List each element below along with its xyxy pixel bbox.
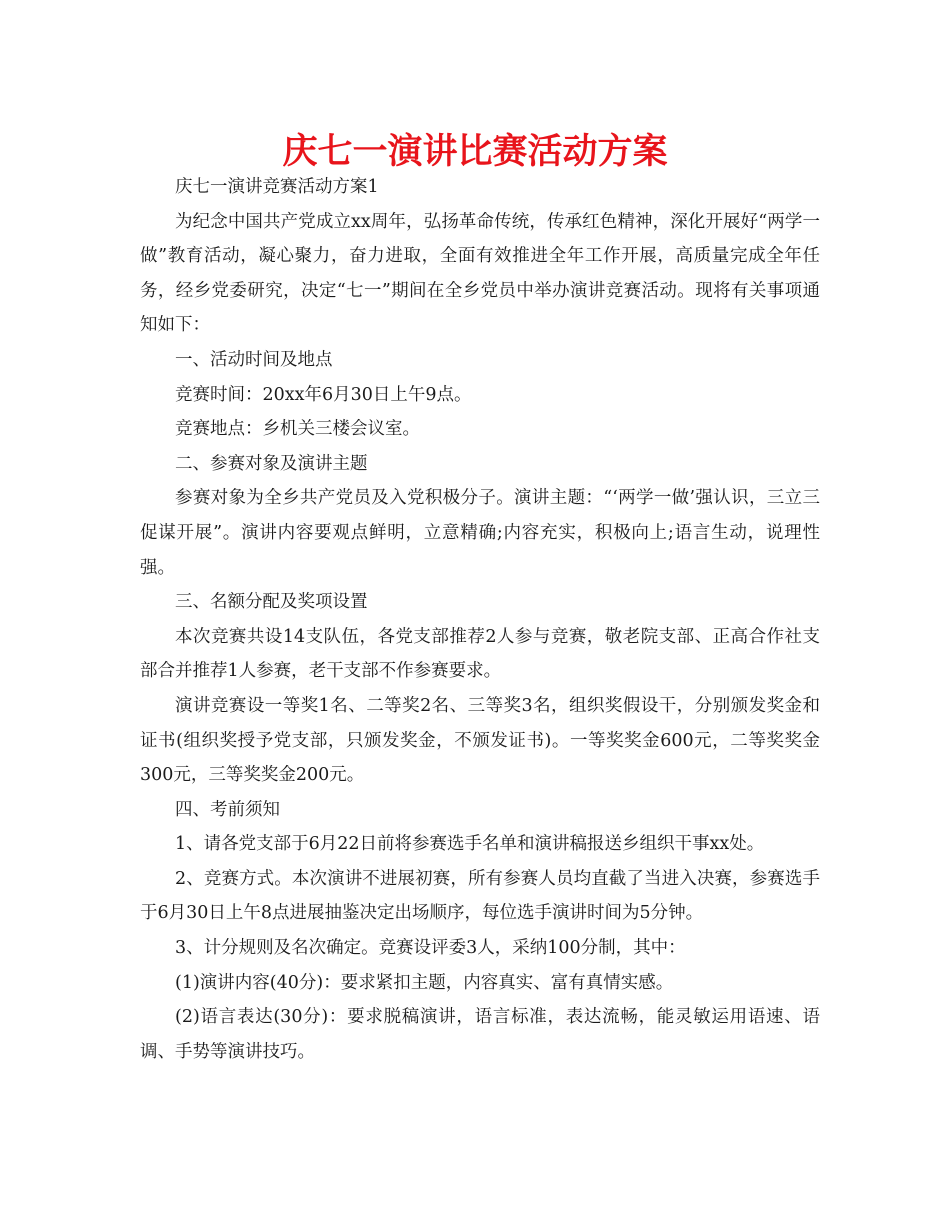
scoring-item-2: (2)语言表达(30分)：要求脱稿演讲，语言标准，表达流畅，能灵敏运用语速、语调、手势等演讲技巧。	[140, 1007, 820, 1062]
document-title: 庆七一演讲比赛活动方案	[282, 132, 668, 172]
subtitle-paragraph: 庆七一演讲竞赛活动方案1	[175, 177, 379, 197]
scoring-item-1: (1)演讲内容(40分)：要求紧扣主题，内容真实、富有真情实感。	[175, 972, 674, 993]
participants-theme-paragraph: 参赛对象为全乡共产党员及入党积极分子。演讲主题：“‘两学一做’强认识，三立三促谋开展”。演讲内容要观点鲜明，立意精确;内容充实，积极向上;语言生动，说理性强。	[140, 488, 820, 578]
note-item-2: 2、竞赛方式。本次演讲不进展初赛，所有参赛人员均直截了当进入决赛，参赛选手于6月30日上午8点进展抽鉴决定出场顺序，每位选手演讲时间为5分钟。	[140, 868, 820, 924]
section-heading-notes: 四、考前须知	[175, 799, 280, 820]
note-item-1: 1、请各党支部于6月22日前将参赛选手名单和演讲稿报送乡组织干事xx处。	[175, 834, 765, 855]
quota-paragraph: 本次竞赛共设14支队伍，各党支部推荐2人参与竞赛，敬老院支部、正高合作社支部合并推荐1人参赛，老干支部不作参赛要求。	[140, 626, 820, 682]
section-heading-participants-theme: 二、参赛对象及演讲主题	[175, 453, 368, 474]
section-heading-quota-awards: 三、名额分配及奖项设置	[175, 592, 368, 613]
competition-time: 竞赛时间：20xx年6月30日上午9点。	[175, 384, 472, 405]
document-body	[140, 170, 820, 1069]
intro-paragraph: 为纪念中国共产党成立xx周年，弘扬革命传统，传承红色精神，深化开展好“两学一做”教育活动，凝心聚力，奋力进取，全面有效推进全年工作开展，高质量完成全年任务，经乡党委研究，决定“七一”期间在全乡党员中举办演讲竞赛活动。现将有关事项通知如下：	[140, 211, 820, 336]
competition-location: 竞赛地点：乡机关三楼会议室。	[175, 419, 420, 440]
section-heading-time-location: 一、活动时间及地点	[175, 349, 333, 370]
note-item-3: 3、计分规则及名次确定。竞赛设评委3人，采纳100分制，其中：	[175, 938, 686, 959]
awards-paragraph: 演讲竞赛设一等奖1名、二等奖2名、三等奖3名，组织奖假设干，分别颁发奖金和证书(组织奖授予党支部，只颁发奖金，不颁发证书)。一等奖奖金600元，二等奖奖金300元，三等奖奖金200元。	[140, 695, 820, 786]
